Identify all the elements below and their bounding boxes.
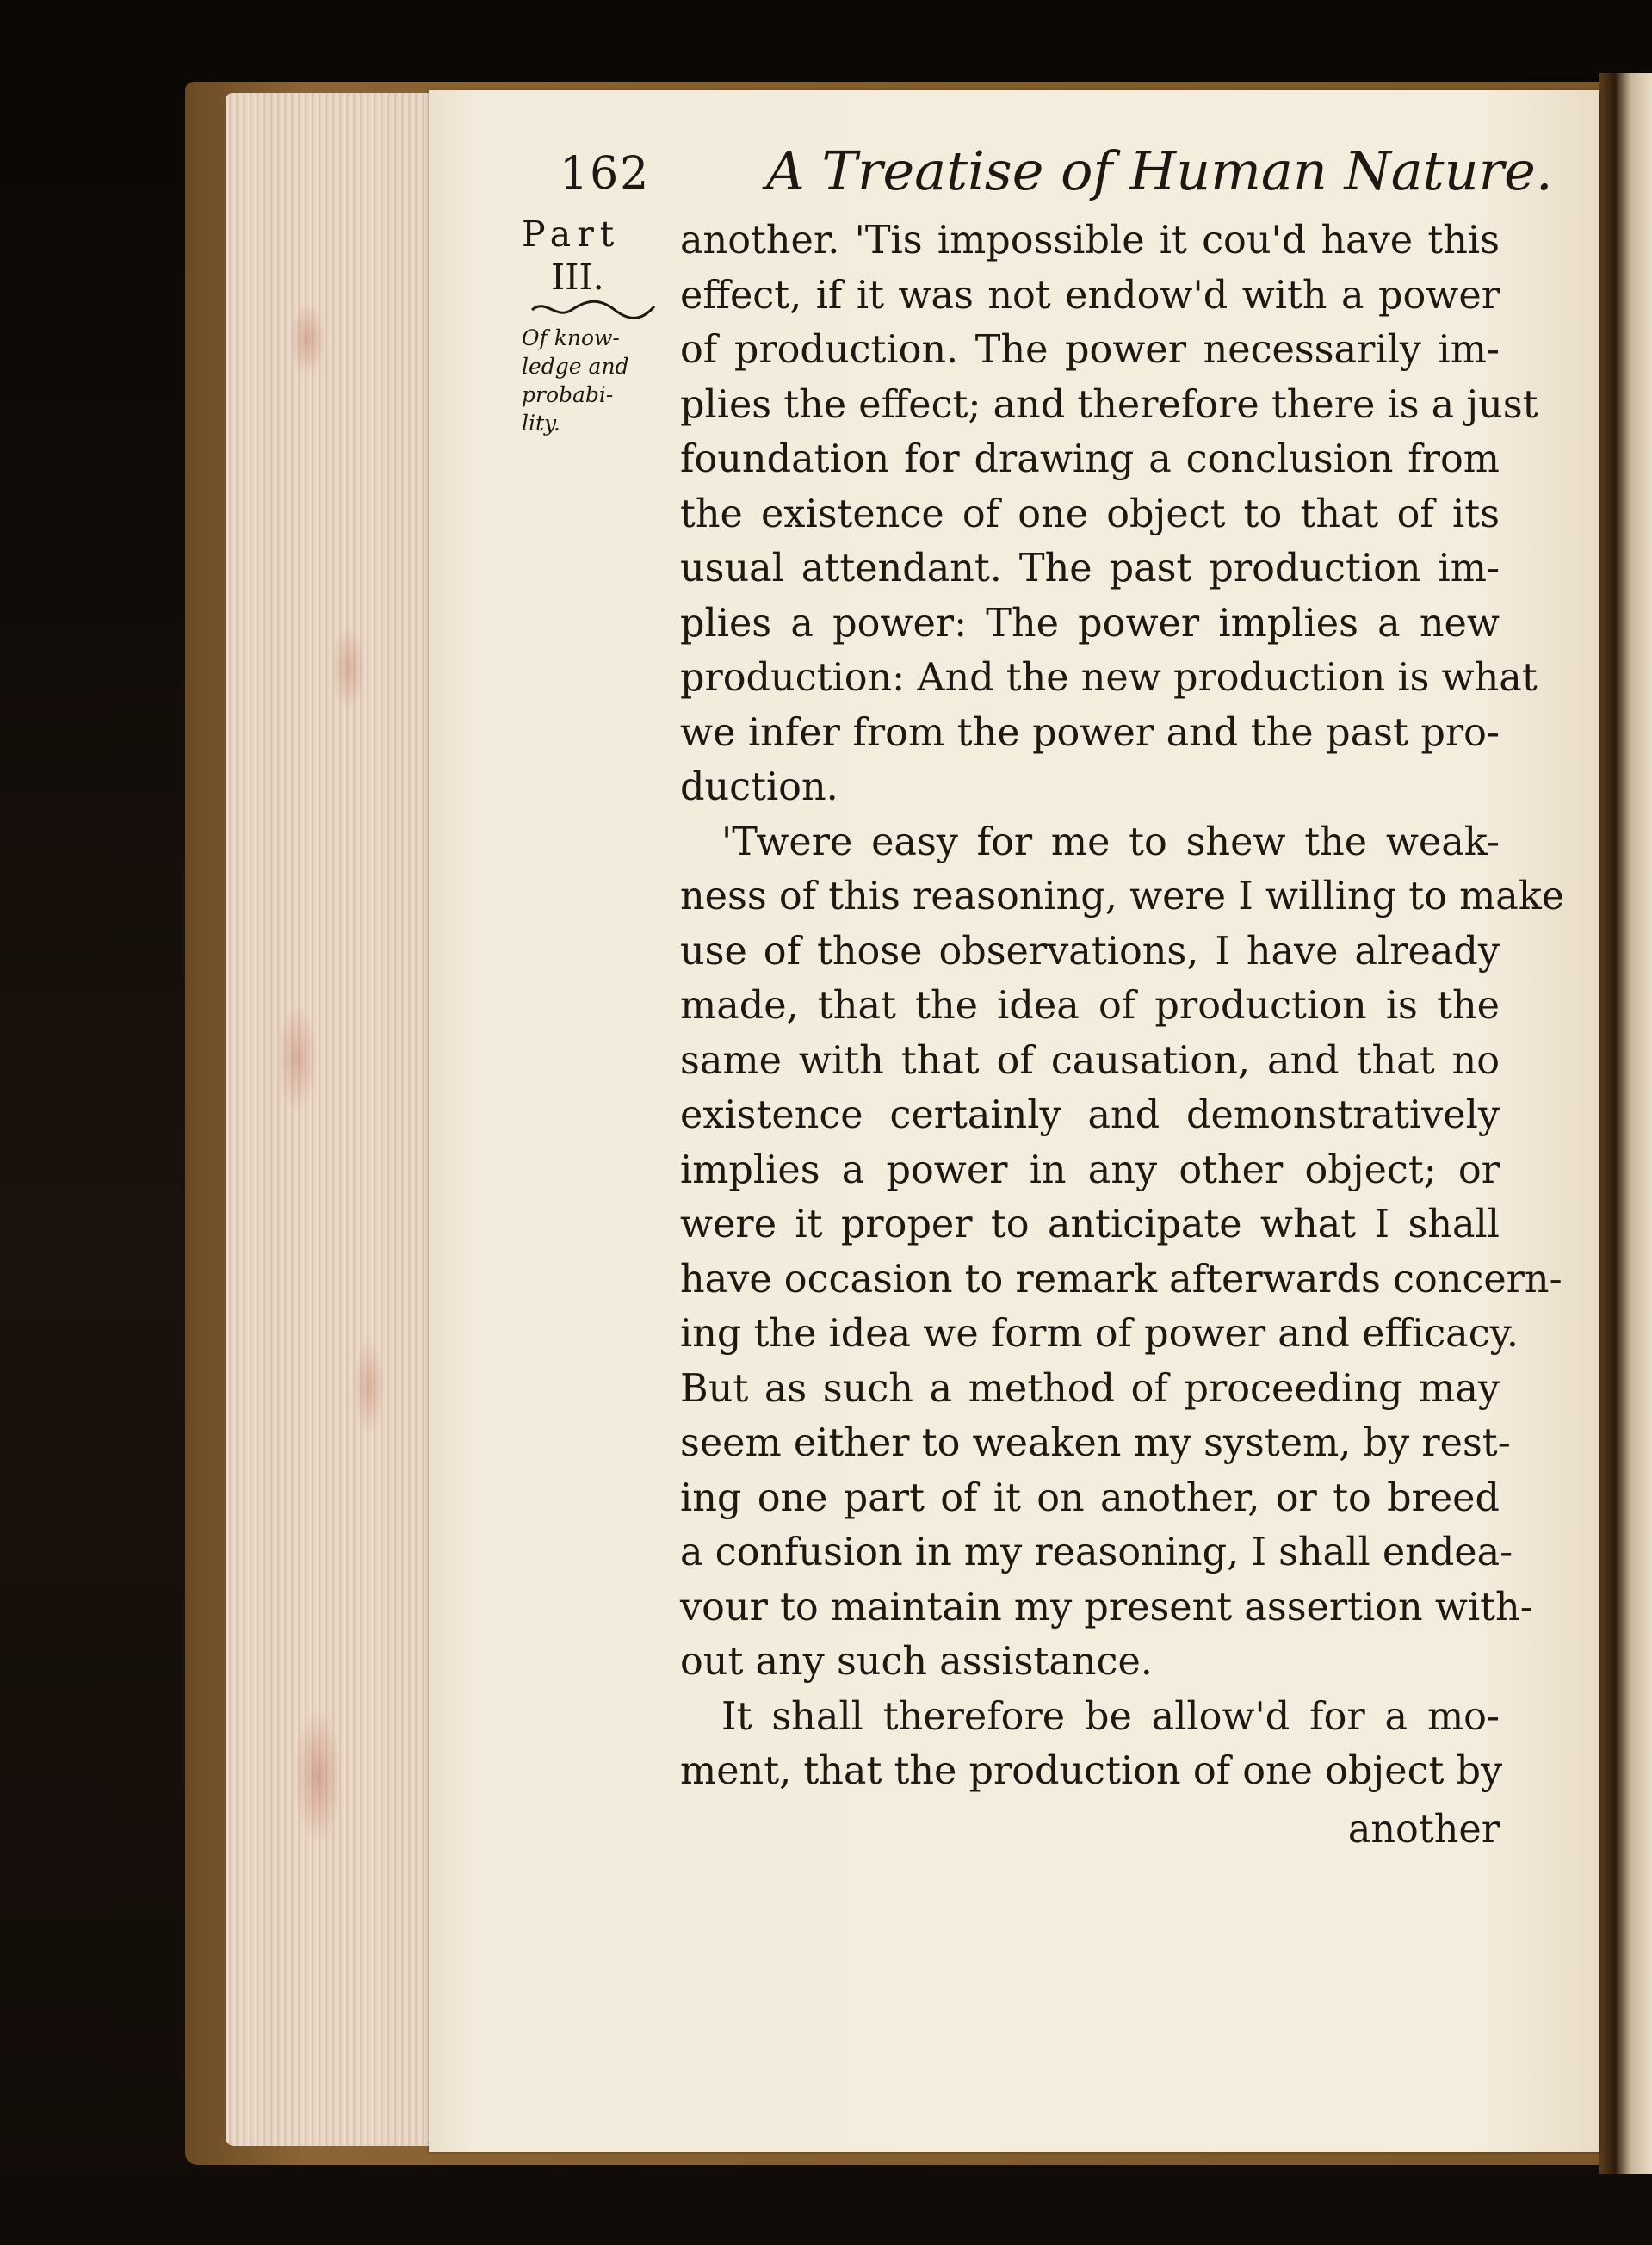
- text-line: made, that the idea of production is the: [680, 984, 1500, 1028]
- text-line: plies a power: The power implies a new: [680, 601, 1500, 646]
- margin-note-block: [522, 213, 668, 437]
- text-line: a confusion in my reasoning, I shall endea-: [680, 1531, 1513, 1574]
- facing-page-gutter: [1599, 73, 1652, 2174]
- text-line: same with that of causation, and that no: [680, 1038, 1500, 1083]
- text-line: But as such a method of proceeding may: [680, 1366, 1500, 1411]
- page-number: 162: [560, 148, 651, 200]
- text-line: effect, if it was not endow'd with a power: [680, 273, 1500, 318]
- part-number: III.: [551, 257, 604, 298]
- text-line: use of those observations, I have already: [680, 929, 1500, 974]
- text-line: ment, that the production of one object by: [680, 1749, 1503, 1793]
- text-line: duction.: [680, 765, 838, 809]
- text-line: out any such assistance.: [680, 1640, 1153, 1684]
- running-title: A Treatise of Human Nature.: [766, 139, 1553, 202]
- catchword: another: [1347, 1808, 1500, 1852]
- text-line: foundation for drawing a conclusion from: [680, 437, 1500, 481]
- text-line: the existence of one object to that of its: [680, 492, 1500, 536]
- text-line: ness of this reasoning, were I willing to make: [680, 875, 1565, 918]
- text-line: ing the idea we form of power and efficacy.: [680, 1312, 1519, 1356]
- running-head: [560, 139, 1553, 217]
- text-line: plies the effect; and therefore there is a just: [680, 382, 1538, 427]
- text-line: were it proper to anticipate what I shall: [680, 1203, 1500, 1246]
- text-line: seem either to weaken my system, by rest-: [680, 1421, 1511, 1465]
- text-line: have occasion to remark afterwards concern-: [680, 1257, 1562, 1302]
- text-line: vour to maintain my present assertion with-: [680, 1585, 1533, 1630]
- margin-subject-note: Of know- ledge and probabi- lity.: [522, 325, 629, 436]
- text-line: existence certainly and demonstratively: [680, 1093, 1500, 1137]
- body-text: [680, 213, 1565, 1799]
- text-line: ing one part of it on another, or to breed: [680, 1475, 1500, 1520]
- text-line: usual attendant. The past production im-: [680, 547, 1500, 591]
- text-line: 'Twere easy for me to shew the weak-: [721, 819, 1500, 864]
- ornament-flourish-icon: [529, 300, 658, 320]
- text-line: implies a power in any other object; or: [680, 1147, 1500, 1192]
- text-line: another. 'Tis impossible it cou'd have this: [680, 219, 1500, 263]
- text-line: we infer from the power and the past pro-: [680, 710, 1500, 755]
- text-line: production: And the new production is what: [680, 656, 1538, 700]
- text-line: It shall therefore be allow'd for a mo-: [721, 1694, 1500, 1739]
- part-label: Part: [522, 213, 621, 255]
- page-fore-edge: [226, 93, 430, 2146]
- text-line: of production. The power necessarily im-: [680, 328, 1500, 372]
